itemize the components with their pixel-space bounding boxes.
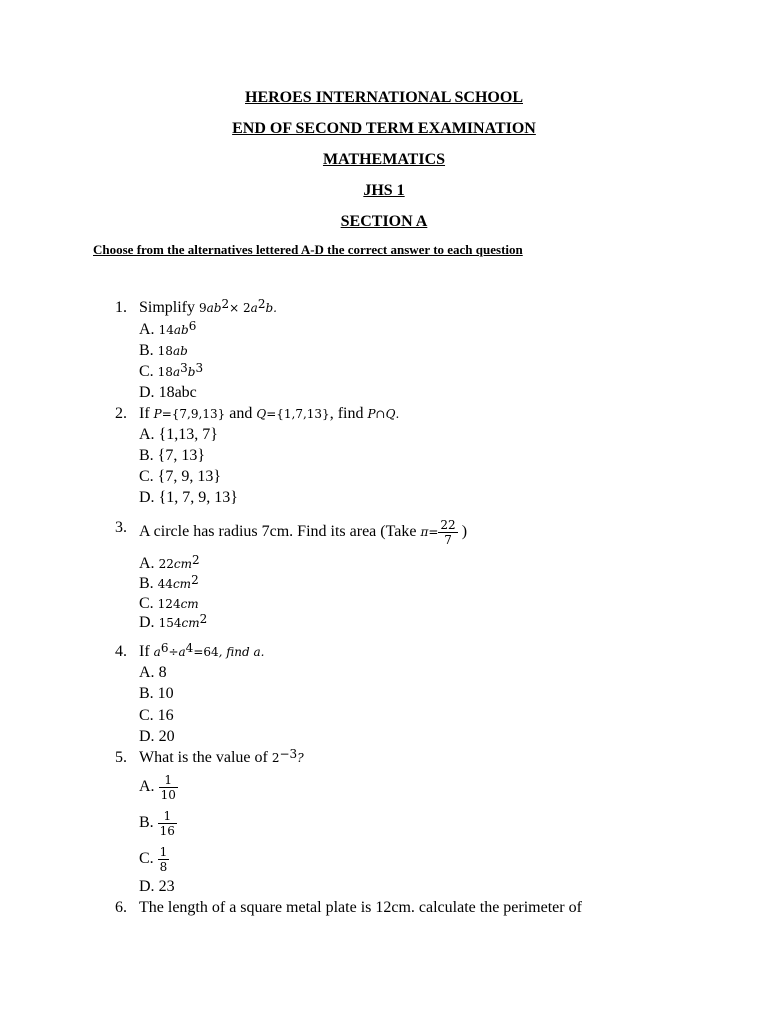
section-title: SECTION A — [340, 213, 428, 230]
class-title: JHS 1 — [363, 182, 405, 199]
question-text: If P={7,9,13} and Q={1,7,13}, find P∩Q. — [139, 405, 400, 422]
question-number: 6. — [115, 899, 127, 916]
instructions: Choose from the alternatives lettered A-D the correct answer to each question — [93, 242, 523, 257]
fraction: $\frac{1}{8}$ — [159, 844, 168, 874]
school-name: HEROES INTERNATIONAL SCHOOL — [245, 89, 523, 106]
question-text: The length of a square metal plate is 12cm. calculate the perimeter of — [139, 899, 582, 916]
question-number: 2. — [115, 405, 127, 422]
exam-page: HEROES INTERNATIONAL SCHOOL END OF SECOND TERM EXAMINATION MATHEMATICS JHS 1 SECTION A Choose from the alternatives lettered A-D the correct answer to each question 1. Simplify $9ab^2\times 2a^2b$. A. $14ab^6$ B. 18ab C. $18a^3b^3$ D. 18abc 2. If P={7,9,13} and Q={1,7,13}, find P∩Q. A. {1,13, 7} B. {7, 13} C. {7, 9, 13} D. {1, 7, 9, 13} 3. A circle has radius 7cm. Find its area (Take π= $\frac{22}{7}$ ) A. $22cm^2$ B. $44cm^2$ C. 124cm D. $154cm^2$ 4. If $a^6\div a^4=64$, find a. A. 8 B. 10 C. 16 D. 20 5. What is the value of $2^{-3}$? A. $\frac{1}{10}$ B. $\frac{1}{16}$ C. $\frac{1}{8}$ D. 23 6. The length of a square metal plate is 12cm. calculate the perimeter of — [0, 0, 768, 1024]
subject-title: MATHEMATICS — [322, 151, 446, 168]
question-number: 5. — [115, 749, 127, 766]
question-text: A circle has radius 7cm. Find its area (Take π= $\frac{22}{7}$ ) — [139, 518, 468, 547]
question-text: Simplify $9ab^2\times 2a^2b$. — [139, 297, 277, 316]
fraction: $\frac{1}{16}$ — [159, 808, 175, 838]
question-number: 4. — [115, 643, 127, 660]
question-text: What is the value of $2^{-3}$? — [139, 747, 304, 766]
question-number: 3. — [115, 519, 127, 536]
question-text: If $a^6\div a^4=64$, find a. — [139, 641, 265, 660]
fraction: $\frac{1}{10}$ — [160, 772, 176, 802]
exam-title: END OF SECOND TERM EXAMINATION — [232, 120, 536, 137]
pi-fraction: $\frac{22}{7}$ — [440, 518, 456, 547]
question-number: 1. — [115, 299, 127, 316]
